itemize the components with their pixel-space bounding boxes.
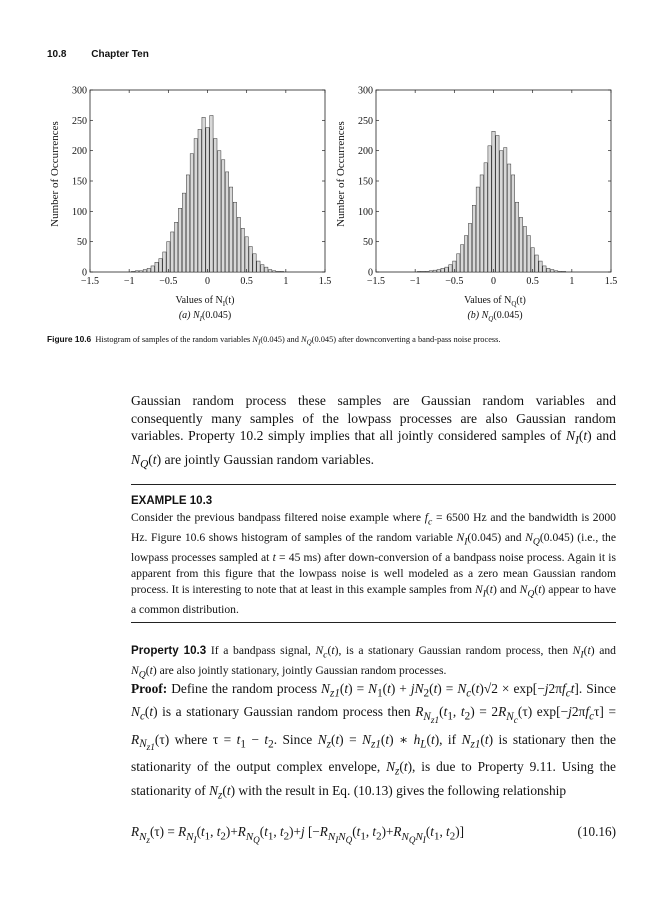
histogram-bar bbox=[135, 271, 138, 272]
histogram-bar bbox=[151, 266, 154, 272]
histogram-bar bbox=[472, 205, 475, 272]
histogram-bar bbox=[492, 131, 495, 272]
histogram-bar bbox=[464, 236, 467, 272]
histogram-bar bbox=[476, 187, 479, 272]
histogram-bar bbox=[437, 270, 440, 272]
histogram-bar bbox=[531, 248, 534, 272]
histogram-bar bbox=[241, 228, 244, 272]
example-title: EXAMPLE 10.3 bbox=[131, 495, 213, 507]
page-number: 10.8 bbox=[47, 49, 67, 60]
histogram-bar bbox=[182, 193, 185, 272]
histogram-bar bbox=[131, 271, 134, 272]
histogram-bar bbox=[527, 236, 530, 272]
histogram-bar bbox=[421, 271, 424, 272]
x-tick-label: 0.5 bbox=[240, 276, 253, 287]
histogram-bar bbox=[523, 227, 526, 273]
histogram-bar bbox=[280, 271, 283, 272]
histogram-bar bbox=[159, 259, 162, 272]
x-tick-label: −1.5 bbox=[80, 276, 100, 287]
property-10-3: Property 10.3 If a bandpass signal, $N_c(t)$, is a stationary Gaussian random process, then $N_I(t)$ and $N_Q(t)$ are also jointly stationary, jointly Gaussian random processes. bbox=[131, 644, 616, 681]
figure-label: Figure 10.6 bbox=[47, 334, 92, 344]
histogram-bar bbox=[225, 172, 228, 272]
x-tick-label: −1 bbox=[123, 276, 135, 287]
proof-paragraph: Proof: Define the random process $N_{z1}(t) = N_1(t) + jN_2(t) = N_c(t)√2 \times \exp[-j2\pi f_ct]$. Since $N_c(t)$ is a stationary Gaussian random process then $R_{N_{z1}}(t_1$, $t_2) = 2R_{N_c}(\tau)$ $\exp[-j2\pi f_c\tau] = R_{N_{z1}}(\tau)$ where $\tau = t_1 - t_2$. Since $N_z(t) = N_{z1}(t)$ ∗ $h_L(t)$, if $N_{z1}(t)$ is stationary then the stationarity of the output complex envelope, $N_z(t)$, is due to Property 9.11. Using the stationarity of $N_z(t)$ with the result in Eq. (10.13) gives the following relationship bbox=[131, 681, 617, 802]
histogram-bar bbox=[457, 254, 460, 272]
x-tick-label: −0.5 bbox=[445, 276, 464, 287]
histogram-bar bbox=[488, 146, 491, 272]
histogram-bar bbox=[558, 271, 561, 272]
y-tick-label: 150 bbox=[72, 176, 87, 188]
histogram-bar bbox=[543, 266, 546, 272]
histogram-bar bbox=[461, 245, 464, 272]
histogram-bar bbox=[214, 139, 217, 272]
intro-paragraph: Gaussian random process these samples are Gaussian random variables and consequently many samples of the lowpass processes are also Gaussian random variables. Property 10.2 simply implies that all jointly considered samples of $N_I(t)$ and $N_Q(t)$ are jointly Gaussian random variables. bbox=[131, 393, 616, 471]
histogram-bar bbox=[147, 268, 150, 272]
histogram-bar bbox=[480, 175, 483, 272]
histogram-bar bbox=[508, 164, 511, 272]
y-tick-label: 250 bbox=[72, 115, 87, 127]
histogram-bar bbox=[186, 175, 189, 272]
histogram-bar bbox=[249, 247, 252, 272]
panel-caption: (a) $N_I(0.045)$ bbox=[178, 310, 232, 322]
histogram-bar bbox=[233, 202, 236, 272]
equation-10-16: $R_{N_z}(\tau) = R_{N_I}(t_1$, $t_2)+R_{N_Q}(t_1$, $t_2)+j$ [$-R_{N_IN_Q}(t_1$, $t_2)+R_{N_QN_I}(t_1$, $t_2$)] (10.16) bbox=[131, 824, 616, 845]
histogram-bar bbox=[535, 255, 538, 272]
y-tick-label: 50 bbox=[363, 237, 373, 249]
histogram-bar bbox=[261, 265, 264, 272]
histogram-bar bbox=[178, 208, 181, 272]
x-tick-label: 0 bbox=[491, 276, 496, 287]
histogram-bar bbox=[143, 270, 146, 272]
panel-caption: (b) $N_Q(0.045)$ bbox=[467, 310, 523, 322]
histogram-bar bbox=[257, 261, 260, 272]
y-tick-label: 150 bbox=[358, 176, 373, 188]
x-axis-label: Values of $N_Q(t)$ bbox=[464, 295, 526, 308]
histogram-bar bbox=[245, 237, 248, 272]
histogram-bar bbox=[210, 115, 213, 272]
x-tick-label: 1 bbox=[283, 276, 289, 287]
y-tick-label: 300 bbox=[72, 85, 87, 97]
y-tick-label: 100 bbox=[358, 206, 373, 218]
y-tick-label: 0 bbox=[82, 267, 87, 279]
histogram-bar bbox=[515, 202, 518, 272]
y-tick-label: 100 bbox=[72, 206, 87, 218]
histogram-bar bbox=[269, 270, 272, 272]
histogram-bar bbox=[504, 148, 507, 272]
property-label: Property 10.3 bbox=[131, 644, 207, 657]
x-tick-label: −1 bbox=[409, 276, 421, 287]
histogram-bar bbox=[417, 271, 420, 272]
x-tick-label: 1 bbox=[569, 276, 575, 287]
y-tick-label: 250 bbox=[358, 115, 373, 127]
x-tick-label: −1.5 bbox=[366, 276, 386, 287]
x-tick-label: 0 bbox=[205, 276, 210, 287]
histogram-bar bbox=[229, 187, 232, 272]
y-tick-label: 50 bbox=[77, 237, 87, 249]
histogram-bar bbox=[449, 265, 452, 272]
histogram-bar bbox=[276, 271, 279, 272]
y-tick-label: 200 bbox=[358, 146, 373, 158]
x-tick-label: −0.5 bbox=[159, 276, 178, 287]
histogram-bar bbox=[206, 128, 209, 272]
histogram-bar bbox=[551, 270, 554, 272]
x-tick-label: 1.5 bbox=[604, 276, 618, 287]
histogram-bar bbox=[155, 262, 158, 272]
figure-caption: Figure 10.6 Histogram of samples of the random variables $N_I(0.045)$ and $N_Q(0.045)$ after downconverting a band-pass noise process. bbox=[47, 334, 501, 347]
divider-bottom bbox=[131, 622, 616, 623]
histogram-bar bbox=[484, 163, 487, 272]
histogram-bar bbox=[175, 222, 178, 272]
histogram-bar bbox=[198, 129, 201, 272]
histogram-bar bbox=[429, 271, 432, 272]
histogram-bar bbox=[425, 271, 428, 272]
x-tick-label: 0.5 bbox=[526, 276, 539, 287]
y-axis-label: Number of Occurrences bbox=[335, 121, 347, 227]
histogram-bar bbox=[547, 268, 550, 272]
histogram-bar bbox=[222, 160, 225, 272]
histogram-bar bbox=[539, 261, 542, 272]
histogram-bar bbox=[272, 271, 275, 272]
histogram-bar bbox=[265, 267, 268, 272]
y-axis-label: Number of Occurrences bbox=[49, 121, 61, 227]
histogram-a bbox=[40, 82, 340, 322]
chapter-title: Chapter Ten bbox=[91, 49, 149, 60]
histogram-b bbox=[326, 82, 626, 322]
page-header bbox=[47, 49, 149, 60]
y-tick-label: 0 bbox=[368, 267, 373, 279]
proof-label: Proof: bbox=[131, 681, 168, 696]
histogram-bar bbox=[496, 136, 499, 273]
x-axis-label: Values of $N_I(t)$ bbox=[175, 295, 235, 308]
histogram-bar bbox=[194, 139, 197, 272]
histogram-bar bbox=[441, 268, 444, 272]
histogram-bar bbox=[445, 267, 448, 272]
histogram-bar bbox=[237, 217, 240, 272]
histogram-bar bbox=[163, 252, 166, 272]
histogram-bar bbox=[555, 271, 558, 272]
equation-number: (10.16) bbox=[577, 824, 616, 839]
histogram-bar bbox=[167, 242, 170, 272]
histogram-bar bbox=[433, 270, 436, 272]
histogram-bar bbox=[202, 117, 205, 272]
histogram-bar bbox=[139, 271, 142, 272]
histogram-bar bbox=[190, 154, 193, 272]
histogram-bar bbox=[519, 217, 522, 272]
histogram-bar bbox=[218, 151, 221, 272]
example-body: Consider the previous bandpass filtered noise example where $f_c = 6500$ Hz and the bandwidth is 2000 Hz. Figure 10.6 shows histogram of samples of the random variable $N_I(0.045)$ and $N_Q(0.045)$ (i.e., the lowpass processes sampled at t = 45 ms) after down-conversion of a bandpass noise process. Again it is apparent from this figure that the lowpass noise is well modeled as a zero mean Gaussian random process. It is interesting to note that at least in this example samples from $N_I(t)$ and $N_Q(t)$ appear to have a common distribution. bbox=[131, 511, 617, 616]
x-tick-label: 1.5 bbox=[318, 276, 332, 287]
y-tick-label: 300 bbox=[358, 85, 373, 97]
histogram-bar bbox=[253, 254, 256, 272]
y-tick-label: 200 bbox=[72, 146, 87, 158]
histogram-bar bbox=[500, 151, 503, 272]
histogram-bar bbox=[511, 175, 514, 272]
histogram-bar bbox=[171, 232, 174, 272]
divider-top bbox=[131, 484, 616, 485]
histogram-bar bbox=[468, 223, 471, 272]
histogram-bar bbox=[562, 271, 565, 272]
